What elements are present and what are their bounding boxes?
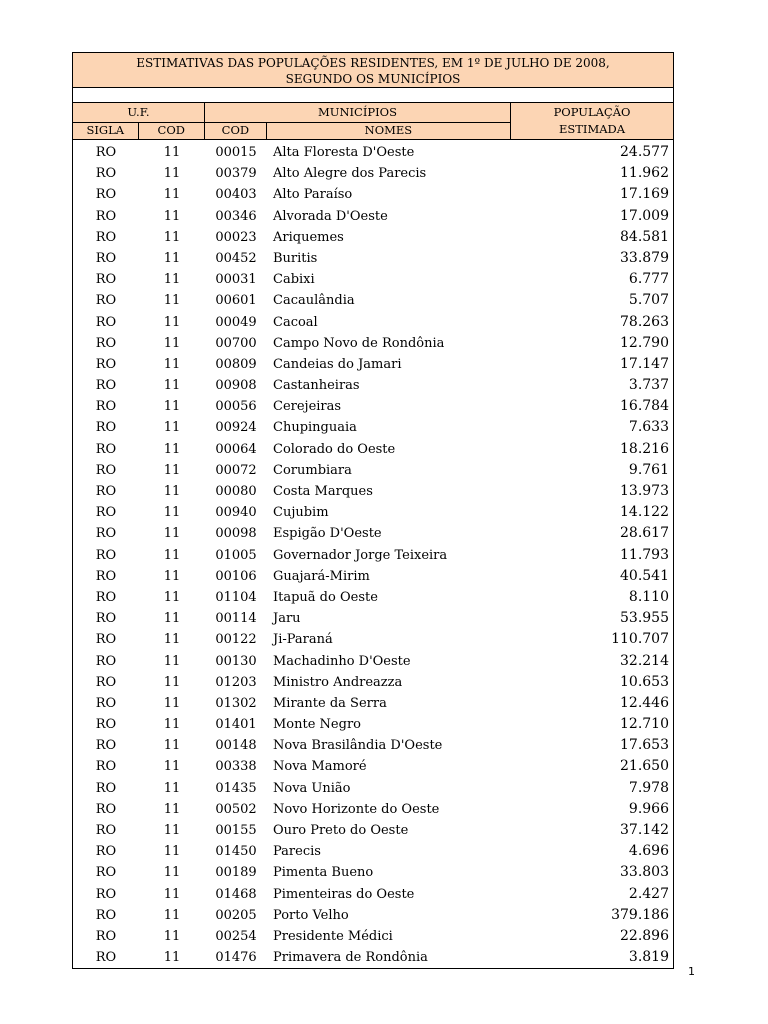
cod-cell: 11 bbox=[163, 653, 181, 669]
sigla-cell: RO bbox=[95, 484, 117, 499]
population-cell: 12.446 bbox=[620, 694, 669, 711]
table-row bbox=[73, 523, 673, 544]
municipio-cod-cell: 00254 bbox=[215, 928, 257, 944]
cod-cell: 11 bbox=[163, 314, 181, 330]
population-cell: 22.896 bbox=[620, 927, 669, 944]
table-row bbox=[73, 693, 673, 714]
population-cell: 12.710 bbox=[620, 716, 669, 733]
municipio-name-cell: Parecis bbox=[273, 844, 321, 860]
table-title bbox=[73, 52, 673, 88]
municipio-cod-cell: 00189 bbox=[215, 865, 257, 881]
table-row bbox=[73, 820, 673, 841]
population-cell: 17.169 bbox=[620, 186, 669, 203]
cod-cell: 11 bbox=[163, 844, 181, 860]
table-row bbox=[73, 651, 673, 672]
municipio-cod-cell: 00122 bbox=[215, 632, 257, 648]
sigla-cell: RO bbox=[95, 568, 117, 584]
population-cell: 13.973 bbox=[620, 483, 669, 499]
municipio-cod-cell: 00130 bbox=[215, 653, 257, 669]
population-cell: 379.186 bbox=[611, 906, 669, 923]
sigla-cell: RO bbox=[95, 611, 117, 627]
population-cell: 17.653 bbox=[620, 737, 669, 754]
table-row bbox=[73, 312, 673, 333]
sigla-cell: RO bbox=[95, 695, 117, 711]
population-cell: 10.653 bbox=[620, 673, 669, 690]
sigla-cell: RO bbox=[95, 907, 117, 923]
sigla-cell: RO bbox=[95, 462, 117, 478]
municipio-name-cell: Jaru bbox=[273, 611, 301, 627]
cod-cell: 11 bbox=[163, 441, 181, 457]
municipio-name-cell: Chupinguaia bbox=[273, 420, 357, 436]
sigla-cell: RO bbox=[95, 547, 117, 563]
municipio-cod-cell: 00205 bbox=[215, 907, 257, 923]
municipio-cod-cell: 01302 bbox=[215, 695, 257, 711]
population-cell: 9.966 bbox=[628, 800, 669, 817]
sigla-cell: RO bbox=[95, 166, 117, 182]
cod-cell: 11 bbox=[163, 420, 181, 436]
sigla-cell: RO bbox=[95, 717, 117, 733]
table-row bbox=[73, 905, 673, 926]
sigla-cell: RO bbox=[95, 738, 117, 754]
sigla-cell: RO bbox=[95, 272, 117, 288]
population-cell: 28.617 bbox=[620, 525, 669, 542]
table-row bbox=[73, 375, 673, 396]
municipios-header-group bbox=[205, 103, 511, 140]
title-line-2: SEGUNDO OS MUNICÍPIOS bbox=[285, 72, 461, 86]
municipio-name-cell: Ji-Paraná bbox=[273, 632, 333, 648]
table-row bbox=[73, 227, 673, 248]
nomes-header: NOMES bbox=[364, 123, 413, 137]
municipio-name-cell: Porto Velho bbox=[273, 907, 349, 923]
population-cell: 33.879 bbox=[620, 249, 669, 266]
population-cell: 32.214 bbox=[620, 652, 669, 669]
population-cell: 40.541 bbox=[620, 567, 669, 584]
sigla-cell: RO bbox=[95, 229, 117, 245]
municipio-name-cell: Cujubim bbox=[273, 505, 329, 521]
municipio-cod-header: COD bbox=[205, 123, 267, 139]
table-row bbox=[73, 587, 673, 608]
population-cell: 37.142 bbox=[620, 822, 669, 838]
municipio-name-cell: Nova União bbox=[273, 780, 351, 796]
sigla-cell: RO bbox=[95, 145, 117, 160]
municipio-cod-cell: 00072 bbox=[215, 462, 257, 478]
cod-cell: 11 bbox=[163, 378, 181, 394]
municipio-cod-cell: 00023 bbox=[215, 229, 257, 245]
municipio-name-cell: Itapuã do Oeste bbox=[273, 589, 378, 605]
table-row bbox=[73, 714, 673, 735]
population-cell: 11.962 bbox=[620, 165, 669, 182]
municipio-cod-cell: 00080 bbox=[215, 484, 257, 499]
cod-cell: 11 bbox=[163, 462, 181, 478]
cod-cell: 11 bbox=[163, 865, 181, 881]
sigla-cell: RO bbox=[95, 653, 117, 669]
municipio-cod-cell: 00924 bbox=[215, 420, 257, 436]
sigla-cell: RO bbox=[95, 420, 117, 436]
municipio-name-cell: Pimenteiras do Oeste bbox=[273, 886, 415, 902]
table-row bbox=[73, 778, 673, 799]
table-row bbox=[73, 862, 673, 883]
table-row bbox=[73, 417, 673, 438]
municipio-cod-cell: 00908 bbox=[215, 378, 257, 394]
municipio-cod-cell: 00031 bbox=[215, 272, 257, 288]
population-cell: 53.955 bbox=[620, 610, 669, 627]
table-row bbox=[73, 184, 673, 205]
municipio-name-cell: Monte Negro bbox=[273, 717, 361, 733]
population-cell: 18.216 bbox=[620, 440, 669, 457]
municipio-cod-cell: 01435 bbox=[215, 780, 257, 796]
municipio-name-cell: Nova Mamoré bbox=[273, 759, 367, 775]
sigla-cell: RO bbox=[95, 356, 117, 372]
cod-cell: 11 bbox=[163, 484, 181, 499]
municipio-name-cell: Campo Novo de Rondônia bbox=[273, 335, 445, 351]
population-cell: 84.581 bbox=[620, 228, 669, 245]
table-row bbox=[73, 735, 673, 756]
municipio-cod-cell: 01005 bbox=[215, 547, 257, 563]
municipio-name-cell: Pimenta Bueno bbox=[273, 865, 374, 881]
population-cell: 9.761 bbox=[628, 461, 669, 478]
municipio-name-cell: Cacaulândia bbox=[273, 293, 355, 309]
cod-cell: 11 bbox=[163, 166, 181, 182]
municipio-name-cell: Novo Horizonte do Oeste bbox=[273, 801, 440, 817]
municipio-cod-cell: 00379 bbox=[215, 166, 257, 182]
cod-cell: 11 bbox=[163, 293, 181, 309]
cod-cell: 11 bbox=[163, 229, 181, 245]
sigla-cell: RO bbox=[95, 505, 117, 521]
cod-cell: 11 bbox=[163, 759, 181, 775]
population-cell: 33.803 bbox=[620, 864, 669, 881]
sigla-cell: RO bbox=[95, 886, 117, 902]
sigla-cell: RO bbox=[95, 399, 117, 415]
municipio-cod-cell: 00809 bbox=[215, 356, 257, 372]
population-cell: 8.110 bbox=[628, 588, 669, 605]
municipios-header: MUNICÍPIOS bbox=[205, 103, 510, 123]
population-cell: 24.577 bbox=[620, 144, 669, 160]
municipio-cod-cell: 00346 bbox=[215, 208, 257, 224]
municipio-name-cell: Cerejeiras bbox=[273, 399, 342, 415]
cod-header: COD bbox=[157, 123, 185, 137]
sigla-cell: RO bbox=[95, 187, 117, 203]
municipio-name-cell: Candeias do Jamari bbox=[273, 356, 402, 372]
sigla-cell: RO bbox=[95, 780, 117, 796]
sigla-cell: RO bbox=[95, 293, 117, 309]
population-cell: 12.790 bbox=[620, 334, 669, 351]
municipio-name-cell: Espigão D'Oeste bbox=[273, 526, 382, 542]
title-line-1: ESTIMATIVAS DAS POPULAÇÕES RESIDENTES, EM 1º DE JULHO DE 2008, bbox=[136, 56, 610, 70]
sigla-cell: RO bbox=[95, 250, 117, 266]
population-cell: 17.147 bbox=[620, 355, 669, 372]
sigla-cell: RO bbox=[95, 314, 117, 330]
table-body bbox=[73, 140, 673, 968]
municipio-cod-cell: 01104 bbox=[215, 589, 257, 605]
population-cell: 2.427 bbox=[628, 885, 669, 902]
sigla-cell: RO bbox=[95, 759, 117, 775]
sigla-cell: RO bbox=[95, 950, 117, 966]
cod-cell: 11 bbox=[163, 801, 181, 817]
table-row bbox=[73, 481, 673, 502]
populacao-label: POPULAÇÃO bbox=[553, 105, 631, 119]
table-row bbox=[73, 884, 673, 905]
municipio-name-cell: Corumbiara bbox=[273, 462, 352, 478]
municipio-name-cell: Colorado do Oeste bbox=[273, 441, 396, 457]
municipio-cod-cell: 00403 bbox=[215, 187, 257, 203]
sigla-cell: RO bbox=[95, 378, 117, 394]
municipio-cod-cell: 00049 bbox=[215, 314, 257, 330]
table-row bbox=[73, 142, 673, 163]
table-row bbox=[73, 926, 673, 947]
municipio-name-cell: Machadinho D'Oeste bbox=[273, 653, 411, 669]
sigla-cell: RO bbox=[95, 928, 117, 944]
sigla-cell: RO bbox=[95, 823, 117, 838]
page-number: 1 bbox=[688, 965, 695, 978]
municipio-name-cell: Cacoal bbox=[273, 314, 318, 330]
cod-cell: 11 bbox=[163, 145, 181, 160]
cod-cell: 11 bbox=[163, 589, 181, 605]
sigla-cell: RO bbox=[95, 674, 117, 690]
sigla-cell: RO bbox=[95, 441, 117, 457]
estimada-label: ESTIMADA bbox=[558, 122, 626, 136]
cod-cell: 11 bbox=[163, 738, 181, 754]
cod-cell: 11 bbox=[163, 717, 181, 733]
title-spacer bbox=[73, 88, 673, 103]
table-row bbox=[73, 248, 673, 269]
cod-cell: 11 bbox=[163, 505, 181, 521]
sigla-header: SIGLA bbox=[73, 123, 139, 139]
table-row bbox=[73, 545, 673, 566]
table-row bbox=[73, 608, 673, 629]
table-row bbox=[73, 163, 673, 184]
municipio-name-cell: Mirante da Serra bbox=[273, 695, 387, 711]
municipio-cod-cell: 00940 bbox=[215, 505, 257, 521]
municipio-cod-cell: 01450 bbox=[215, 844, 257, 860]
population-cell: 17.009 bbox=[620, 207, 669, 224]
cod-cell: 11 bbox=[163, 886, 181, 902]
table-row bbox=[73, 206, 673, 227]
municipio-cod-cell: 01476 bbox=[215, 950, 257, 966]
cod-cell: 11 bbox=[163, 632, 181, 648]
municipio-name-cell: Nova Brasilândia D'Oeste bbox=[273, 738, 443, 754]
cod-cell: 11 bbox=[163, 250, 181, 266]
municipio-name-cell: Ouro Preto do Oeste bbox=[273, 823, 409, 838]
population-cell: 21.650 bbox=[620, 758, 669, 775]
uf-header: U.F. bbox=[73, 103, 204, 123]
cod-cell: 11 bbox=[163, 208, 181, 224]
table-row bbox=[73, 354, 673, 375]
cod-cell: 11 bbox=[163, 907, 181, 923]
sigla-cell: RO bbox=[95, 208, 117, 224]
municipio-name-cell: Costa Marques bbox=[273, 484, 373, 499]
population-cell: 110.707 bbox=[611, 631, 669, 648]
municipio-cod-cell: 00502 bbox=[215, 801, 257, 817]
population-cell: 3.819 bbox=[628, 949, 669, 966]
municipio-cod-cell: 01203 bbox=[215, 674, 257, 690]
cod-cell: 11 bbox=[163, 356, 181, 372]
populacao-header bbox=[511, 103, 673, 140]
municipio-name-cell: Presidente Médici bbox=[273, 928, 393, 944]
population-cell: 78.263 bbox=[620, 313, 669, 330]
table-row bbox=[73, 672, 673, 693]
population-table bbox=[72, 52, 674, 969]
cod-cell: 11 bbox=[163, 187, 181, 203]
population-cell: 14.122 bbox=[620, 504, 669, 521]
table-row bbox=[73, 396, 673, 417]
cod-cell: 11 bbox=[163, 568, 181, 584]
sigla-cell: RO bbox=[95, 844, 117, 860]
population-cell: 16.784 bbox=[620, 398, 669, 415]
table-row bbox=[73, 290, 673, 311]
municipio-cod-cell: 01468 bbox=[215, 886, 257, 902]
sigla-cell: RO bbox=[95, 865, 117, 881]
column-header bbox=[73, 103, 673, 140]
table-row bbox=[73, 269, 673, 290]
municipio-name-cell: Governador Jorge Teixeira bbox=[273, 547, 448, 563]
population-cell: 11.793 bbox=[620, 546, 669, 563]
population-cell: 5.707 bbox=[628, 292, 669, 309]
table-row bbox=[73, 947, 673, 968]
population-cell: 6.777 bbox=[628, 271, 669, 288]
cod-cell: 11 bbox=[163, 674, 181, 690]
municipio-cod-cell: 00452 bbox=[215, 250, 257, 266]
table-row bbox=[73, 799, 673, 820]
uf-header-group bbox=[73, 103, 205, 140]
table-row bbox=[73, 629, 673, 650]
sigla-cell: RO bbox=[95, 632, 117, 648]
cod-cell: 11 bbox=[163, 695, 181, 711]
population-cell: 4.696 bbox=[628, 843, 669, 860]
cod-cell: 11 bbox=[163, 950, 181, 966]
municipio-name-cell: Buritis bbox=[273, 250, 318, 266]
municipio-cod-cell: 00064 bbox=[215, 441, 257, 457]
sigla-cell: RO bbox=[95, 801, 117, 817]
municipio-name-cell: Castanheiras bbox=[273, 378, 360, 394]
municipio-name-cell: Alta Floresta D'Oeste bbox=[273, 145, 415, 160]
population-cell: 7.633 bbox=[628, 419, 669, 436]
municipio-name-cell: Primavera de Rondônia bbox=[273, 950, 428, 966]
table-row bbox=[73, 841, 673, 862]
population-cell: 7.978 bbox=[628, 779, 669, 796]
cod-cell: 11 bbox=[163, 399, 181, 415]
cod-cell: 11 bbox=[163, 780, 181, 796]
table-row bbox=[73, 439, 673, 460]
municipio-cod-cell: 00056 bbox=[215, 399, 257, 415]
municipio-cod-cell: 00148 bbox=[215, 738, 257, 754]
cod-cell: 11 bbox=[163, 928, 181, 944]
cod-cell: 11 bbox=[163, 335, 181, 351]
sigla-cell: RO bbox=[95, 526, 117, 542]
municipio-name-cell: Alto Paraíso bbox=[273, 187, 353, 203]
municipio-name-cell: Ariquemes bbox=[273, 229, 344, 245]
cod-cell: 11 bbox=[163, 547, 181, 563]
sigla-cell: RO bbox=[95, 335, 117, 351]
municipio-name-cell: Guajará-Mirim bbox=[273, 568, 370, 584]
municipio-cod-cell: 00114 bbox=[215, 611, 257, 627]
municipio-name-cell: Alvorada D'Oeste bbox=[273, 208, 388, 224]
municipio-cod-cell: 00106 bbox=[215, 568, 257, 584]
municipio-name-cell: Ministro Andreazza bbox=[273, 674, 403, 690]
table-row bbox=[73, 460, 673, 481]
table-row bbox=[73, 566, 673, 587]
municipio-cod-cell: 00015 bbox=[215, 145, 257, 160]
cod-cell: 11 bbox=[163, 272, 181, 288]
municipio-cod-cell: 01401 bbox=[215, 717, 257, 733]
cod-cell: 11 bbox=[163, 526, 181, 542]
municipio-cod-cell: 00155 bbox=[215, 823, 257, 838]
municipio-name-cell: Cabixi bbox=[273, 272, 315, 288]
municipio-cod-cell: 00700 bbox=[215, 335, 257, 351]
municipio-cod-cell: 00098 bbox=[215, 526, 257, 542]
municipio-name-cell: Alto Alegre dos Parecis bbox=[273, 166, 427, 182]
table-row bbox=[73, 502, 673, 523]
cod-cell: 11 bbox=[163, 823, 181, 838]
population-cell: 3.737 bbox=[628, 377, 669, 394]
table-row bbox=[73, 756, 673, 777]
sigla-cell: RO bbox=[95, 589, 117, 605]
table-row bbox=[73, 333, 673, 354]
cod-cell: 11 bbox=[163, 611, 181, 627]
municipio-cod-cell: 00338 bbox=[215, 759, 257, 775]
municipio-cod-cell: 00601 bbox=[215, 293, 257, 309]
